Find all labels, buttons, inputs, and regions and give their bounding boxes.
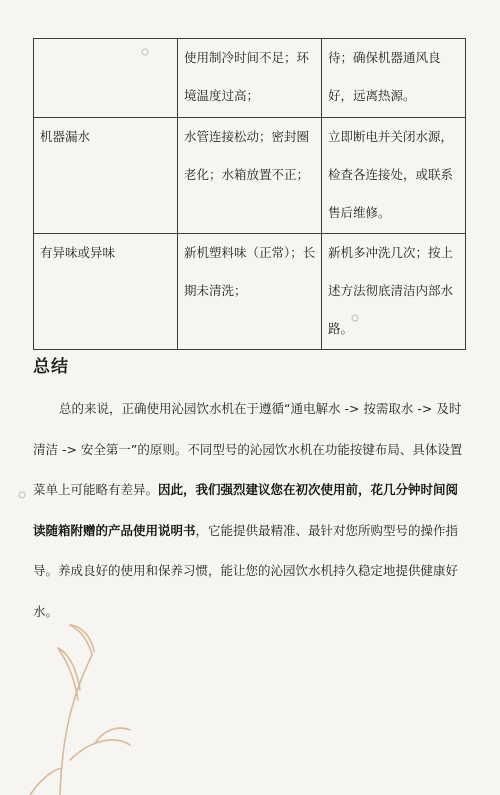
table-cell-problem: 机器漏水 <box>34 118 178 234</box>
table-row <box>34 39 466 118</box>
summary-paragraph <box>33 389 467 632</box>
table-cell-cause: 水管连接松动；密封圈老化；水箱放置不正； <box>178 118 322 234</box>
table-cell-cause: 新机塑料味（正常）；长期未清洗； <box>178 234 322 350</box>
table-cell-cause: 使用制冷时间不足；环境温度过高； <box>178 39 322 118</box>
table-cell-solution: 待；确保机器通风良好，远离热源。 <box>322 39 466 118</box>
table-cell-problem <box>34 39 178 118</box>
summary-text-part2: ，它能提供最精准、最针对您所购型号的操作指导。养成良好的使用和保养习惯，能让您的沁园饮水机持久稳定地提供健康好水。 <box>33 522 459 619</box>
table-cell-problem: 有异味或异味 <box>34 234 178 350</box>
summary-heading: 总结 <box>33 357 69 377</box>
table-cell-solution: 新机多冲洗几次；按上述方法彻底清洁内部水路。 <box>322 234 466 350</box>
summary-text-part1: 总的来说，正确使用沁园饮水机在于遵循“通电解水 -> 按需取水 -> 及时清洁 -> 安全第一”的原则。不同型号的沁园饮水机在功能按键布局、具体设置菜单上可能略有差异。 <box>33 401 463 497</box>
troubleshooting-table <box>33 38 466 350</box>
table-row <box>34 234 466 350</box>
table-row <box>34 118 466 234</box>
table-cell-solution: 立即断电并关闭水源，检查各连接处，或联系售后维修。 <box>322 118 466 234</box>
summary-emphasis: 因此，我们强烈建议您在初次使用前，花几分钟时间阅读随箱附赠的产品使用说明书 <box>33 482 459 538</box>
